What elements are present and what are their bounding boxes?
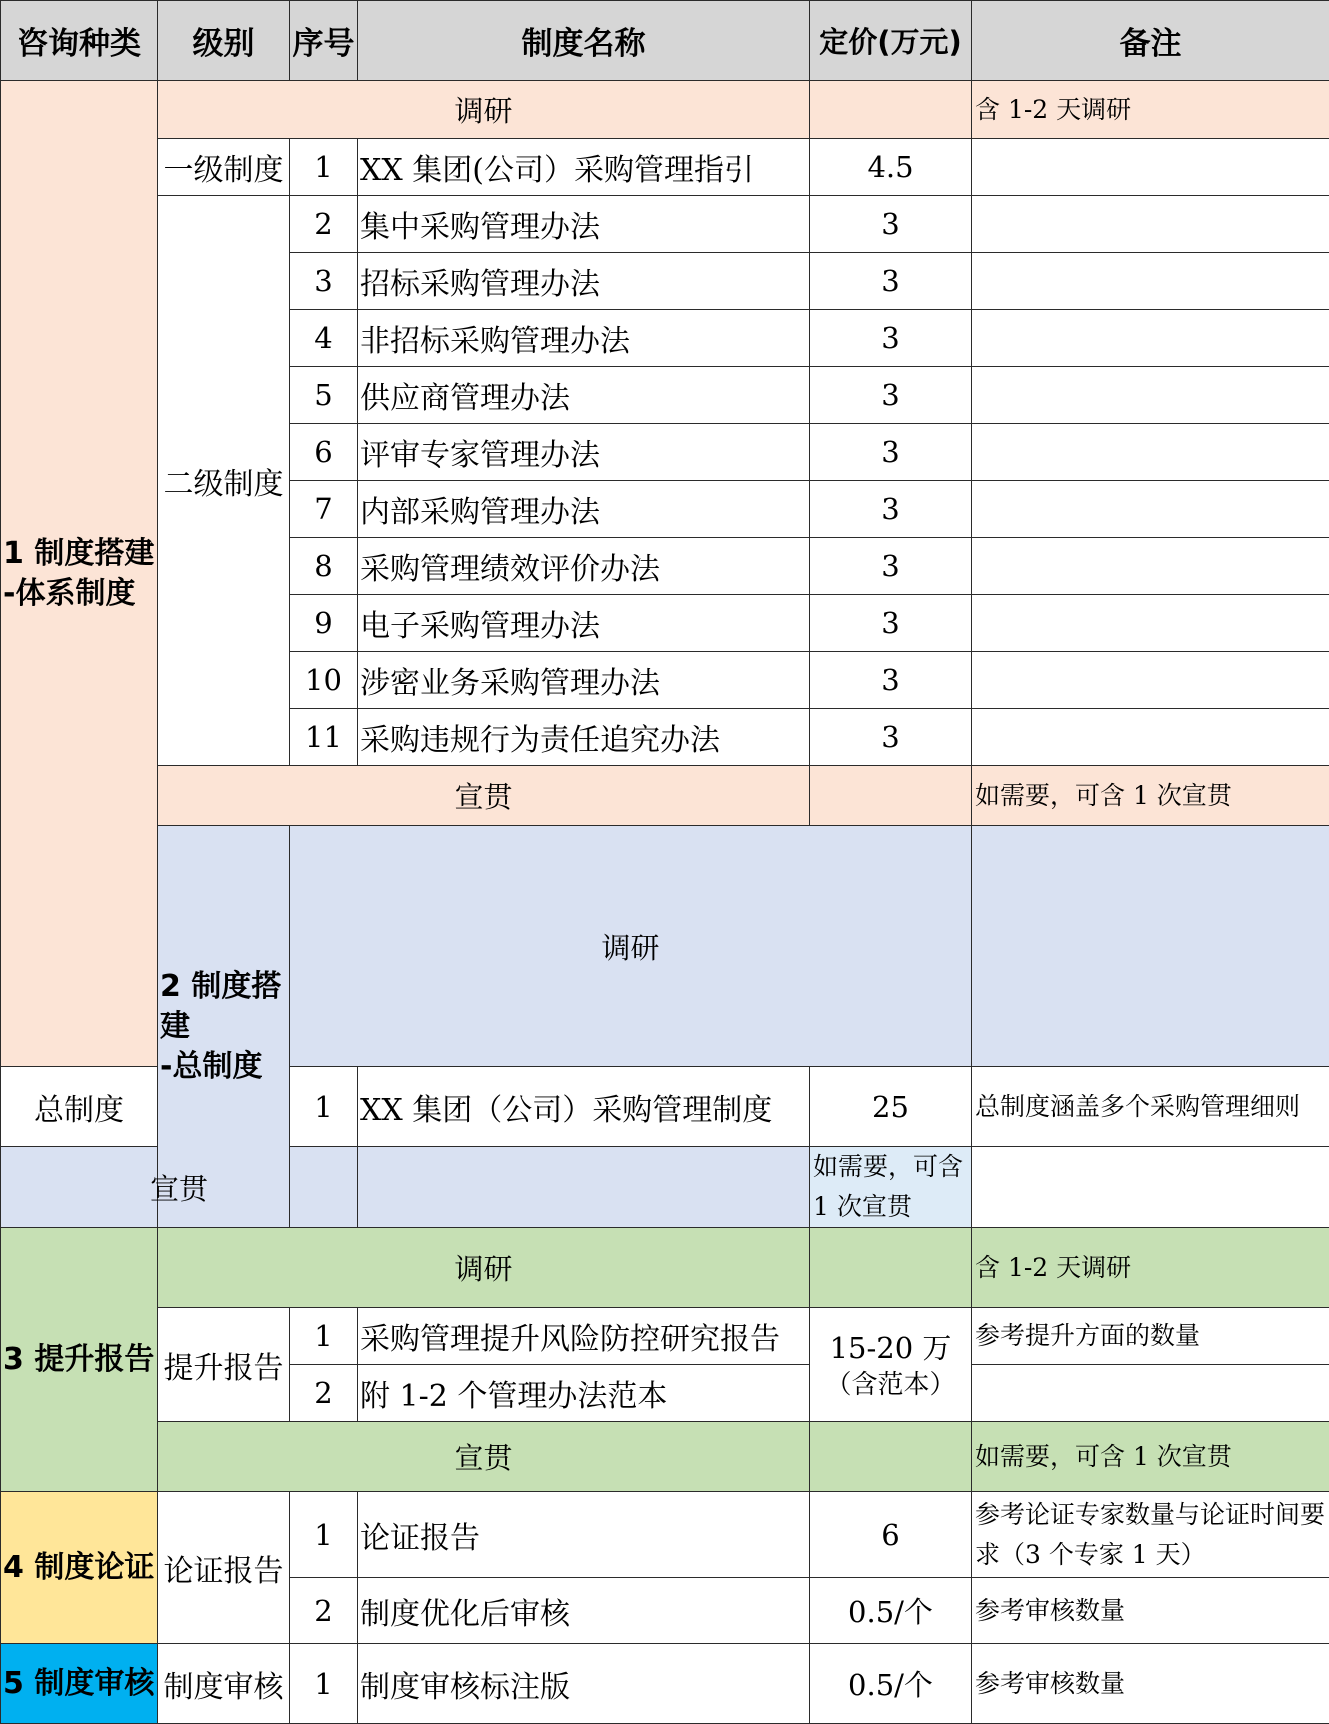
section3-publicize-label: 宣贯 (158, 1422, 810, 1492)
section3-publicize-note: 如需要，可含 1 次宣贯 (972, 1422, 1329, 1492)
row-seq: 2 (290, 196, 358, 253)
row-price: 3 (810, 367, 972, 424)
row-name: 附 1-2 个管理办法范本 (358, 1365, 810, 1422)
header-level: 级别 (158, 1, 290, 81)
section3-research-note: 含 1-2 天调研 (972, 1228, 1329, 1308)
section2-level: 总制度 (1, 1067, 158, 1147)
row-note: 参考论证专家数量与论证时间要求（3 个专家 1 天） (972, 1492, 1329, 1578)
section1-research-price (810, 81, 972, 139)
section3-price (810, 1308, 972, 1422)
section5-category: 5 制度审核 (1, 1644, 158, 1724)
row-price: 3 (810, 538, 972, 595)
table-row (1, 1308, 1329, 1365)
row-price: 3 (810, 481, 972, 538)
section1-category: 1 制度搭建 -体系制度 (1, 81, 158, 1067)
row-name: 采购管理绩效评价办法 (358, 538, 810, 595)
row-name: 非招标采购管理办法 (358, 310, 810, 367)
section2-research-price (972, 826, 1329, 1067)
row-seq: 2 (290, 1578, 358, 1644)
row-name: 涉密业务采购管理办法 (358, 652, 810, 709)
section2-publicize-price (358, 1147, 810, 1228)
row-note (972, 481, 1329, 538)
table-row (1, 196, 1329, 253)
row-seq: 1 (290, 1067, 358, 1147)
table-row (1, 1644, 1329, 1724)
section4-level: 论证报告 (158, 1492, 290, 1644)
section1-publicize-note: 如需要，可含 1 次宣贯 (972, 766, 1329, 826)
section3-price-sub: （含范本） (810, 1368, 971, 1402)
row-seq: 4 (290, 310, 358, 367)
row-note: 参考审核数量 (972, 1644, 1329, 1724)
row-seq: 11 (290, 709, 358, 766)
section2-publicize-note: 如需要，可含 1 次宣贯 (810, 1147, 972, 1228)
section1-publicize-label: 宣贯 (158, 766, 810, 826)
section2-publicize-label: 宣贯 (1, 1147, 358, 1228)
row-name: 制度优化后审核 (358, 1578, 810, 1644)
row-note (972, 709, 1329, 766)
section2-category: 2 制度搭建 -总制度 (158, 826, 290, 1228)
row-price: 4.5 (810, 139, 972, 196)
row-name: 内部采购管理办法 (358, 481, 810, 538)
section2-publicize-row (1, 1147, 1329, 1228)
row-note (972, 310, 1329, 367)
section5-level: 制度审核 (158, 1644, 290, 1724)
row-seq: 3 (290, 253, 358, 310)
table-row (1, 1492, 1329, 1578)
row-note (972, 595, 1329, 652)
section1-publicize-row (1, 766, 1329, 826)
section1-research-label: 调研 (158, 81, 810, 139)
row-price: 3 (810, 310, 972, 367)
row-name: XX 集团(公司）采购管理指引 (358, 139, 810, 196)
row-seq: 6 (290, 424, 358, 481)
row-seq: 5 (290, 367, 358, 424)
row-price: 3 (810, 709, 972, 766)
row-seq: 2 (290, 1365, 358, 1422)
row-note (972, 367, 1329, 424)
section2-research-label: 调研 (290, 826, 972, 1067)
section1-level2: 二级制度 (158, 196, 290, 766)
row-price: 3 (810, 424, 972, 481)
row-price: 3 (810, 253, 972, 310)
row-name: 制度审核标注版 (358, 1644, 810, 1724)
section3-price-main: 15-20 万 (830, 1331, 952, 1365)
section3-category: 3 提升报告 (1, 1228, 158, 1492)
section1-level1: 一级制度 (158, 139, 290, 196)
row-seq: 1 (290, 1644, 358, 1724)
row-note (972, 139, 1329, 196)
section1-publicize-price (810, 766, 972, 826)
section2-research-row (1, 826, 1329, 1067)
row-price: 3 (810, 595, 972, 652)
row-name: 招标采购管理办法 (358, 253, 810, 310)
row-seq: 7 (290, 481, 358, 538)
section3-level: 提升报告 (158, 1308, 290, 1422)
row-seq: 10 (290, 652, 358, 709)
row-seq: 1 (290, 1308, 358, 1365)
row-note (972, 253, 1329, 310)
row-note: 参考审核数量 (972, 1578, 1329, 1644)
section3-publicize-price (810, 1422, 972, 1492)
row-price: 0.5/个 (810, 1644, 972, 1724)
header-note: 备注 (972, 1, 1329, 81)
row-name: 论证报告 (358, 1492, 810, 1578)
row-seq: 1 (290, 1492, 358, 1578)
header-price: 定价(万元) (810, 1, 972, 81)
row-name: 供应商管理办法 (358, 367, 810, 424)
row-name: 电子采购管理办法 (358, 595, 810, 652)
row-price: 3 (810, 652, 972, 709)
section3-publicize-row (1, 1422, 1329, 1492)
row-price: 0.5/个 (810, 1578, 972, 1644)
row-name: 采购管理提升风险防控研究报告 (358, 1308, 810, 1365)
row-name: XX 集团（公司）采购管理制度 (358, 1067, 810, 1147)
row-note (972, 1365, 1329, 1422)
header-name: 制度名称 (358, 1, 810, 81)
row-note (972, 196, 1329, 253)
header-category: 咨询种类 (1, 1, 158, 81)
row-note (972, 538, 1329, 595)
row-seq: 8 (290, 538, 358, 595)
row-seq: 1 (290, 139, 358, 196)
section1-research-row (1, 81, 1329, 139)
row-note (972, 652, 1329, 709)
header-seq: 序号 (290, 1, 358, 81)
row-note: 参考提升方面的数量 (972, 1308, 1329, 1365)
row-name: 集中采购管理办法 (358, 196, 810, 253)
row-note: 总制度涵盖多个采购管理细则 (972, 1067, 1329, 1147)
row-price: 25 (810, 1067, 972, 1147)
section3-research-row (1, 1228, 1329, 1308)
row-seq: 9 (290, 595, 358, 652)
header-row (1, 1, 1329, 81)
section4-category: 4 制度论证 (1, 1492, 158, 1644)
row-name: 采购违规行为责任追究办法 (358, 709, 810, 766)
section3-research-price (810, 1228, 972, 1308)
row-price: 6 (810, 1492, 972, 1578)
table-row (1, 139, 1329, 196)
row-name: 评审专家管理办法 (358, 424, 810, 481)
row-note (972, 424, 1329, 481)
section3-research-label: 调研 (158, 1228, 810, 1308)
row-price: 3 (810, 196, 972, 253)
section1-research-note: 含 1-2 天调研 (972, 81, 1329, 139)
